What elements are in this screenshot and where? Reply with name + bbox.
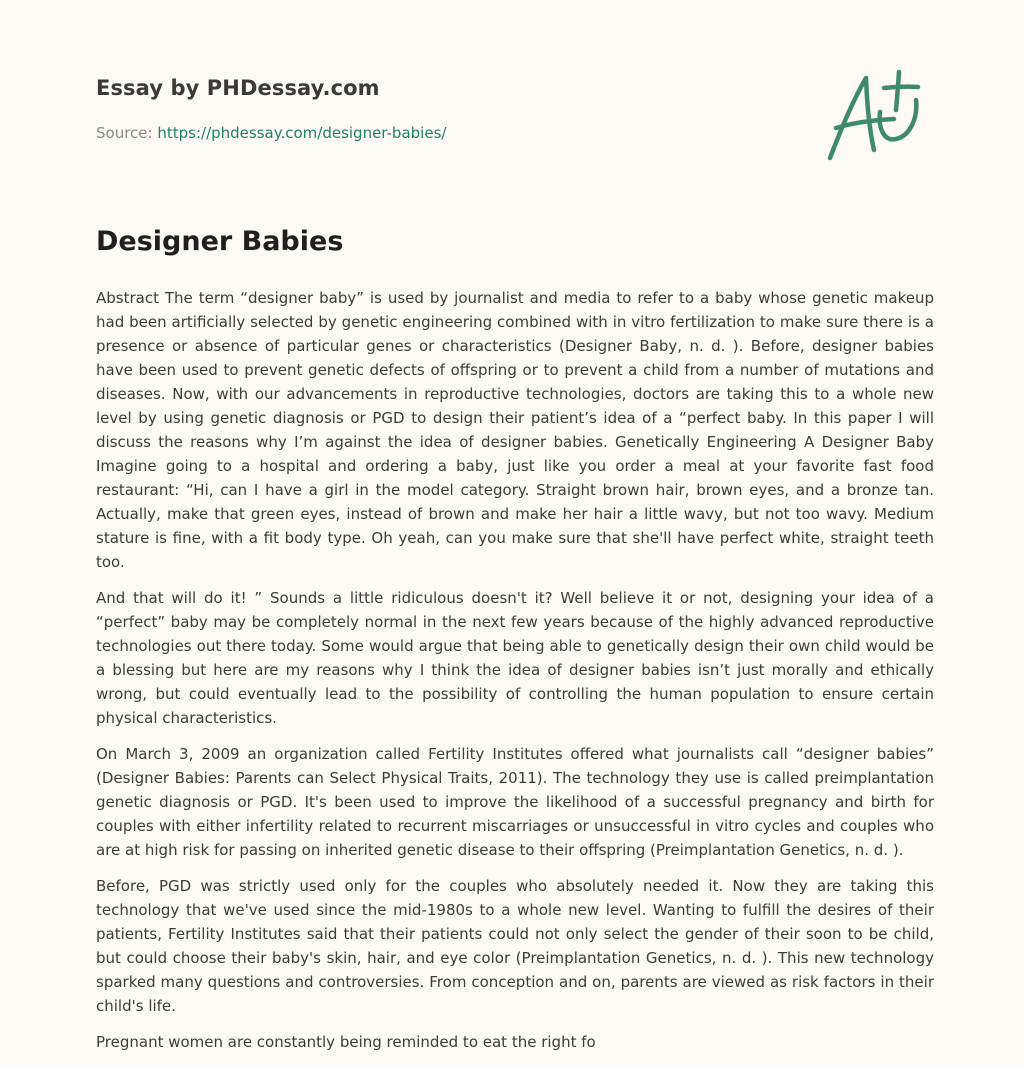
essay-paragraph: Abstract The term “designer baby” is used by journalist and media to refer to a baby whose genetic makeup had been artificially selected by genetic engineering combined with in vitro fertilization to make sure there is a presence or absence of particular genes or characteristics (Designer Baby, n. d. ). Before, designer babies have been used to prevent genetic defects of offspring or to prevent a child from a number of mutations and diseases. Now, with our advancements in reproductive technologies, doctors are taking this to a whole new level by using genetic diagnosis or PGD to design their patient’s idea of a “perfect baby. In this paper I will discuss the reasons why I’m against the idea of designer babies. Genetically Engineering A Designer Baby Imagine going to a hospital and ordering a baby, just like you order a meal at your favorite fast food restaurant: “Hi, can I have a girl in the model category. Straight brown hair, brown eyes, and a bronze tan. Actually, make that green eyes, instead of brown and make her hair a little wavy, but not too wavy. Medium stature is fine, with a fit body type. Oh yeah, can you make sure that she'll have perfect white, straight teeth too. [96,289,934,571]
essay-body [96,286,934,1066]
essay-title: Designer Babies [96,226,344,257]
essay-paragraph: On March 3, 2009 an organization called Fertility Institutes offered what journalists call “designer babies” (Designer Babies: Parents can Select Physical Traits, 2011). The technology they use is called preimplantation genetic diagnosis or PGD. It's been used to improve the likelihood of a successful pregnancy and birth for couples with either infertility related to recurrent miscarriages or unsuccessful in vitro cycles and couples who are at high risk for passing on inherited genetic disease to their offspring (Preimplantation Genetics, n. d. ). [96,745,934,859]
essay-paragraph: Before, PGD was strictly used only for the couples who absolutely needed it. Now they are taking this technology that we've used since the mid-1980s to a whole new level. Wanting to fulfill the desires of their patients, Fertility Institutes said that their patients could not only select the gender of their soon to be child, but could choose their baby's skin, hair, and eye color (Preimplantation Genetics, n. d. ). This new technology sparked many questions and controversies. From conception and on, parents are viewed as risk factors in their child's life. [96,877,934,1015]
a-plus-logo-icon [820,66,930,166]
essay-paragraph: Pregnant women are constantly being reminded to eat the right fo [96,1033,596,1051]
essay-paragraph: And that will do it! ” Sounds a little ridiculous doesn't it? Well believe it or not, designing your idea of a “perfect” baby may be completely normal in the next few years because of the highly advanced reproductive technologies out there today. Some would argue that being able to genetically design their own child would be a blessing but here are my reasons why I think the idea of designer babies isn’t just morally and ethically wrong, but could eventually lead to the possibility of controlling the human population to ensure certain physical characteristics. [96,589,934,727]
page-header [0,0,1024,200]
source-label: Source: [96,124,153,142]
brand-title: Essay by PHDessay.com [96,76,380,100]
source-link[interactable]: https://phdessay.com/designer-babies/ [157,124,447,142]
source-line [96,124,446,142]
